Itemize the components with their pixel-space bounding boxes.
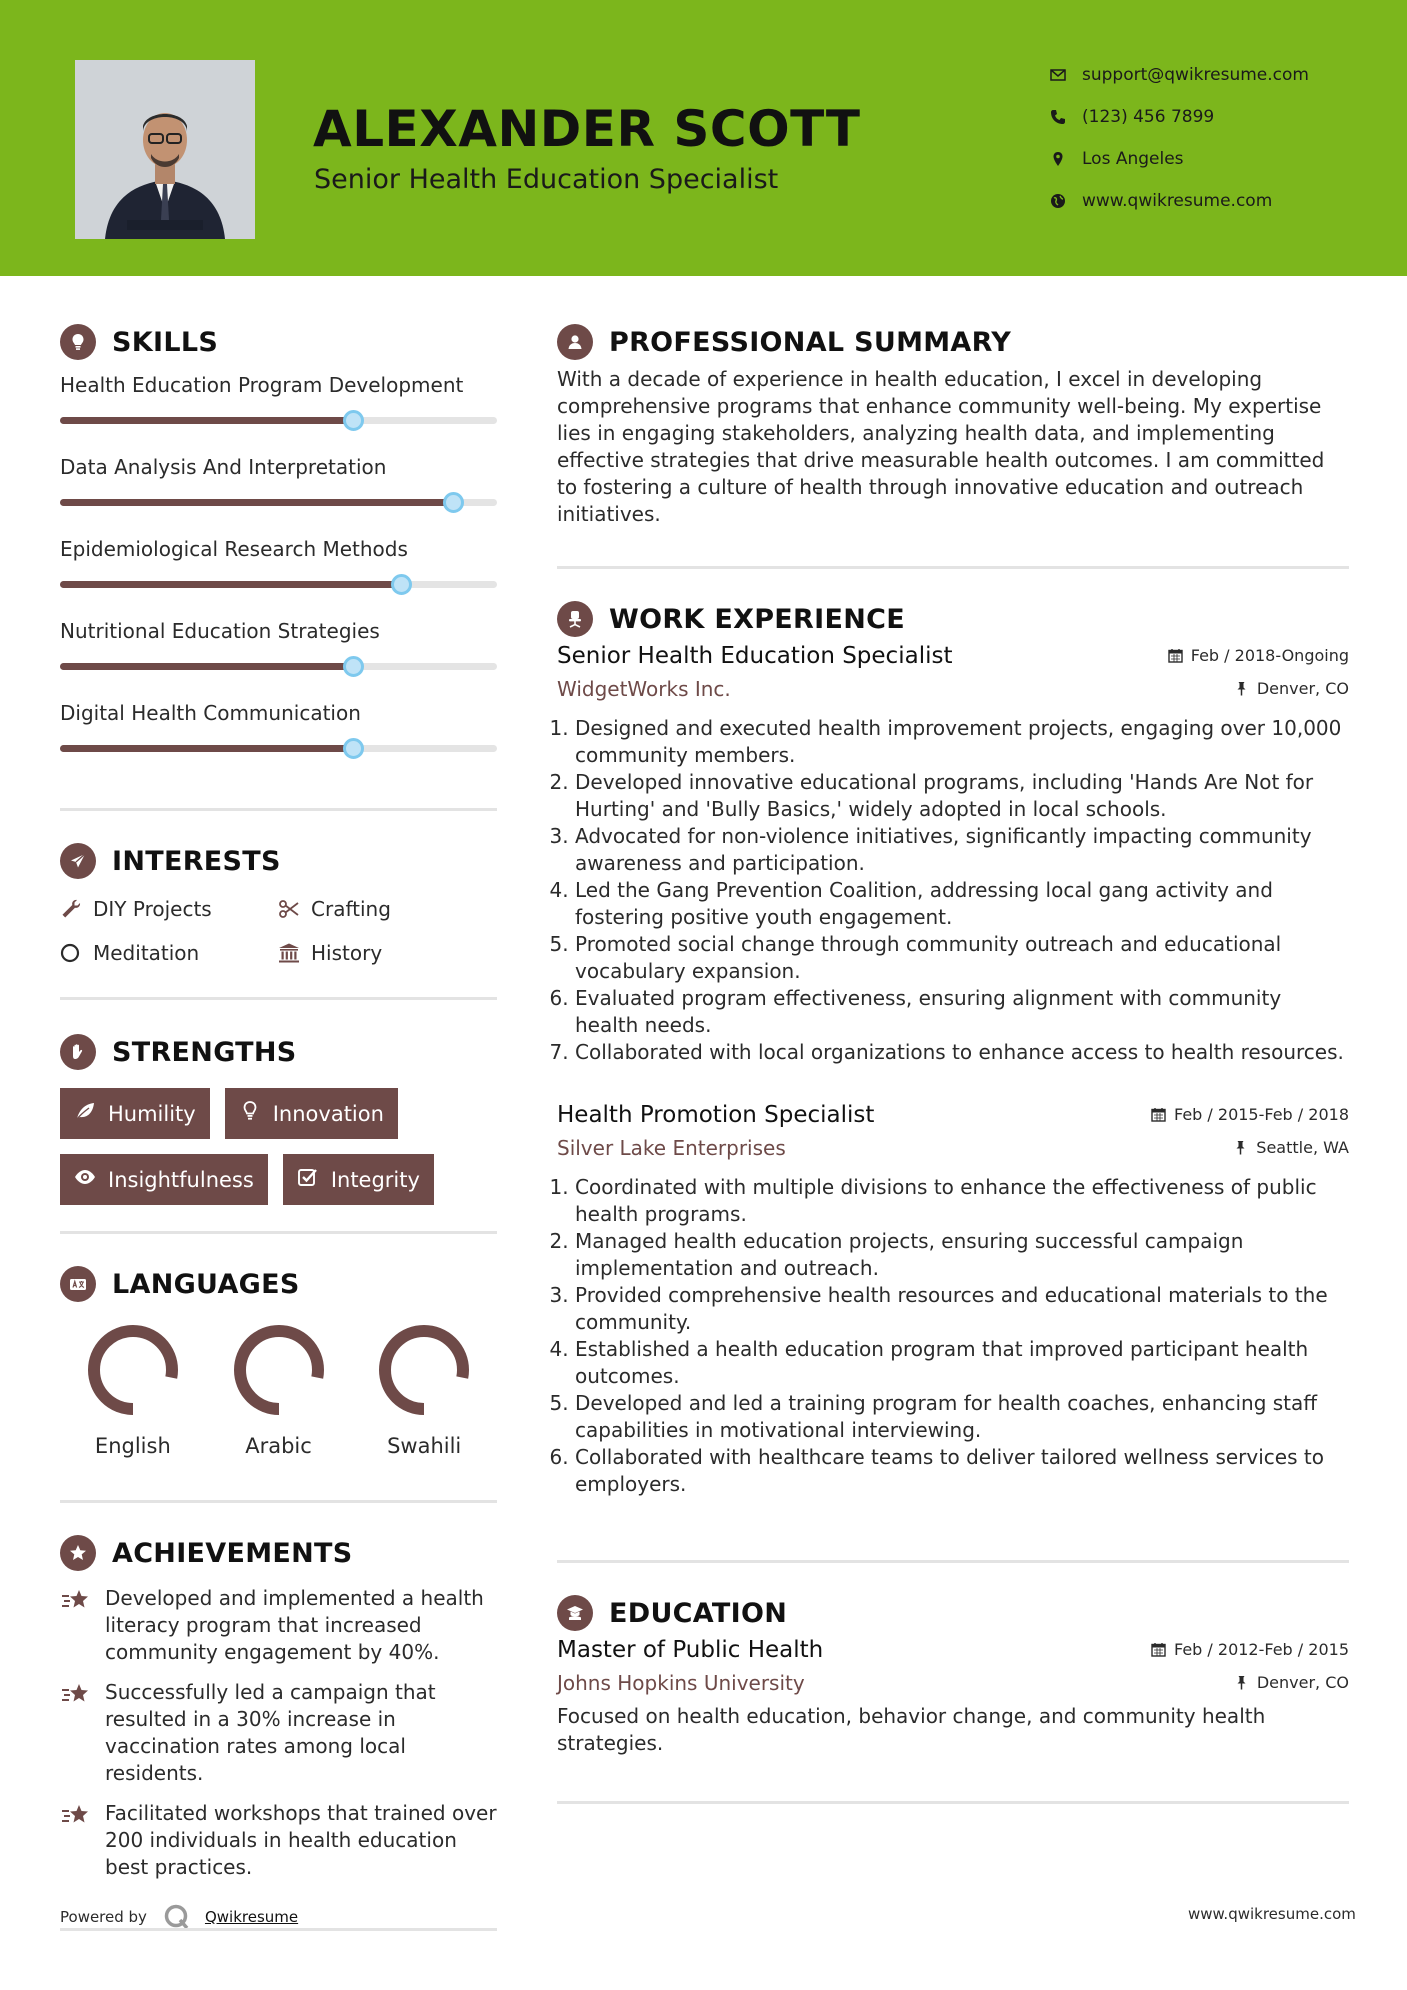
achievements-list — [60, 1585, 497, 1881]
calendar-icon — [1168, 648, 1183, 663]
contact-location-text: Los Angeles — [1082, 149, 1184, 169]
skill-knob — [343, 656, 364, 677]
interest-label: DIY Projects — [93, 897, 212, 921]
check-square-icon — [297, 1166, 331, 1193]
section-divider — [557, 566, 1349, 569]
shooting-star-icon — [60, 1585, 105, 1666]
interest-item — [60, 893, 278, 925]
interest-item — [278, 937, 496, 969]
scissors-icon — [278, 898, 311, 920]
language-item — [351, 1320, 497, 1458]
job-dates-text: Feb / 2015-Feb / 2018 — [1174, 1105, 1349, 1124]
languages-list — [60, 1320, 497, 1458]
job-bullet: 2. Developed innovative educational programs, including 'Hands Are Not for Hurting' and 'Bully Basics,' widely adopted in local schools. — [575, 769, 1349, 823]
interest-label: Meditation — [93, 941, 200, 965]
school: Johns Hopkins University — [557, 1671, 805, 1695]
education-location — [1234, 1673, 1349, 1692]
skill-item — [60, 698, 497, 774]
skill-name: Nutritional Education Strategies — [60, 619, 380, 643]
skill-item — [60, 370, 497, 446]
paper-plane-icon — [60, 843, 96, 879]
profile-photo — [75, 60, 255, 239]
job-bullet: 1. Designed and executed health improvement projects, engaging over 10,000 community members. — [575, 715, 1349, 769]
interests-heading — [60, 839, 497, 883]
qwikresume-link[interactable]: Qwikresume — [204, 1908, 299, 1926]
language-item — [206, 1320, 352, 1458]
job-location — [1234, 679, 1349, 698]
achievement-text: Developed and implemented a health literacy program that increased community engagement by 40%. — [105, 1586, 484, 1664]
contact-location — [1050, 138, 1380, 180]
job-entry — [557, 1102, 1349, 1498]
interest-item — [60, 937, 278, 969]
language-ring — [94, 1331, 172, 1409]
skill-item — [60, 534, 497, 610]
language-item — [60, 1320, 206, 1458]
job-title: Health Promotion Specialist — [557, 1102, 875, 1128]
achievement-item — [60, 1585, 497, 1666]
circle-icon — [60, 942, 93, 964]
strengths-title: STRENGTHS — [112, 1036, 297, 1068]
job-company: Silver Lake Enterprises — [557, 1136, 786, 1160]
languages-title: LANGUAGES — [112, 1268, 300, 1300]
language-name: English — [94, 1434, 171, 1458]
job-location-text: Denver, CO — [1256, 679, 1349, 698]
skill-item — [60, 616, 497, 692]
globe-icon — [1050, 193, 1082, 209]
experience-title: WORK EXPERIENCE — [609, 603, 905, 635]
strength-label: Innovation — [272, 1101, 384, 1126]
pushpin-icon — [1234, 1675, 1249, 1690]
contact-website[interactable] — [1050, 180, 1380, 222]
skill-knob — [443, 492, 464, 513]
job-bullet: 3. Provided comprehensive health resources and educational materials to the community. — [575, 1282, 1349, 1336]
achievements-title: ACHIEVEMENTS — [112, 1537, 353, 1569]
job-company: WidgetWorks Inc. — [557, 677, 731, 701]
footer-divider — [60, 1928, 497, 1931]
contact-list — [1050, 54, 1380, 222]
wrench-icon — [60, 898, 93, 920]
summary-text: With a decade of experience in health education, I excel in developing comprehensive programs that enhance community well-being. My expertise lies in engaging stakeholders, analyzing health data, and implementing effective strategies that drive measurable health outcomes. I am committed to fostering a culture of health through innovative education and outreach initiatives. — [557, 367, 1325, 526]
office-chair-icon — [557, 601, 593, 637]
contact-website-text: www.qwikresume.com — [1082, 191, 1273, 211]
envelope-icon — [1050, 67, 1082, 83]
lightbulb-icon — [60, 324, 96, 360]
candidate-title: Senior Health Education Specialist — [314, 164, 779, 195]
languages-heading — [60, 1262, 497, 1306]
leaf-icon — [74, 1100, 108, 1127]
contact-email[interactable] — [1050, 54, 1380, 96]
skill-bar — [60, 482, 497, 528]
powered-by-label: Powered by — [60, 1908, 147, 1926]
section-divider — [557, 1560, 1349, 1563]
education-heading — [557, 1591, 1349, 1635]
lightbulb-icon — [239, 1100, 273, 1127]
skill-bar — [60, 564, 497, 610]
education-entry — [557, 1637, 1349, 1757]
education-title: EDUCATION — [609, 1597, 788, 1629]
skill-item — [60, 452, 497, 528]
bank-icon — [278, 942, 311, 964]
education-dates — [1151, 1640, 1349, 1659]
strength-badge — [225, 1088, 398, 1139]
achievement-text: Successfully led a campaign that resulted in a 30% increase in vaccination rates among local residents. — [105, 1680, 436, 1785]
left-column — [60, 320, 497, 1881]
contact-email-text: support@qwikresume.com — [1082, 65, 1309, 85]
job-bullet: 6. Evaluated program effectiveness, ensuring alignment with community health needs. — [575, 985, 1349, 1039]
strength-badge — [60, 1154, 268, 1205]
job-bullet: 3. Advocated for non-violence initiatives, significantly impacting community awareness and participation. — [575, 823, 1349, 877]
experience-heading — [557, 597, 1349, 641]
job-bullets — [575, 1174, 1349, 1498]
strength-badge — [60, 1088, 210, 1139]
strength-label: Insightfulness — [108, 1167, 254, 1192]
job-dates-text: Feb / 2018-Ongoing — [1190, 646, 1349, 665]
skill-bar — [60, 728, 497, 774]
job-bullet: 6. Collaborated with healthcare teams to deliver tailored wellness services to employers. — [575, 1444, 1349, 1498]
job-dates — [1168, 646, 1349, 665]
achievements-heading — [60, 1531, 497, 1575]
shooting-star-icon — [60, 1679, 105, 1787]
skill-name: Digital Health Communication — [60, 701, 361, 725]
interests-title: INTERESTS — [112, 845, 281, 877]
job-bullet: 2. Managed health education projects, ensuring successful campaign implementation and outreach. — [575, 1228, 1349, 1282]
shooting-star-icon — [60, 1800, 105, 1881]
qwikresume-logo-icon — [163, 1903, 191, 1931]
language-name: Swahili — [387, 1434, 462, 1458]
skill-name: Data Analysis And Interpretation — [60, 455, 387, 479]
skill-bar — [60, 646, 497, 692]
education-text: Focused on health education, behavior change, and community health strategies. — [557, 1704, 1266, 1755]
skill-knob — [343, 410, 364, 431]
job-dates — [1151, 1105, 1349, 1124]
candidate-name: ALEXANDER SCOTT — [313, 100, 861, 158]
map-pin-icon — [1050, 151, 1082, 167]
skill-name: Epidemiological Research Methods — [60, 537, 408, 561]
graduate-icon — [557, 1595, 593, 1631]
job-title: Senior Health Education Specialist — [557, 643, 953, 669]
degree: Master of Public Health — [557, 1637, 824, 1663]
job-bullet: 1. Coordinated with multiple divisions to enhance the effectiveness of public health programs. — [575, 1174, 1349, 1228]
education-location-text: Denver, CO — [1256, 1673, 1349, 1692]
skills-list — [60, 370, 497, 774]
interest-item — [278, 893, 496, 925]
section-divider — [60, 1500, 497, 1503]
footer-site-link[interactable]: www.qwikresume.com — [1188, 1905, 1356, 1923]
hand-icon — [60, 1034, 96, 1070]
language-name: Arabic — [245, 1434, 312, 1458]
calendar-icon — [1151, 1642, 1166, 1657]
phone-icon — [1050, 109, 1082, 125]
user-icon — [557, 324, 593, 360]
header-banner — [0, 0, 1407, 276]
job-bullet: 5. Promoted social change through community outreach and educational vocabulary expansion. — [575, 931, 1349, 985]
achievement-item — [60, 1679, 497, 1787]
job-bullet: 7. Collaborated with local organizations to enhance access to health resources. — [575, 1039, 1349, 1066]
section-divider — [60, 997, 497, 1000]
job-entry — [557, 643, 1349, 1066]
language-ring — [240, 1331, 318, 1409]
section-divider — [60, 808, 497, 811]
strength-label: Humility — [108, 1101, 196, 1126]
skill-name: Health Education Program Development — [60, 373, 464, 397]
section-divider — [60, 1231, 497, 1234]
job-bullets — [575, 715, 1349, 1066]
strength-badge — [283, 1154, 434, 1205]
strength-label: Integrity — [330, 1167, 420, 1192]
job-location-text: Seattle, WA — [1256, 1138, 1349, 1157]
achievement-item — [60, 1800, 497, 1881]
job-location — [1233, 1138, 1349, 1157]
pushpin-icon — [1234, 681, 1249, 696]
right-column — [557, 320, 1349, 1804]
strengths-heading — [60, 1030, 497, 1074]
pushpin-icon — [1233, 1140, 1248, 1155]
contact-phone-text: (123) 456 7899 — [1082, 107, 1215, 127]
skill-knob — [391, 574, 412, 595]
job-bullet: 5. Developed and led a training program for health coaches, enhancing staff capabilities in motivational interviewing. — [575, 1390, 1349, 1444]
education-dates-text: Feb / 2012-Feb / 2015 — [1174, 1640, 1349, 1659]
calendar-icon — [1151, 1107, 1166, 1122]
skills-title: SKILLS — [112, 326, 219, 358]
skill-bar — [60, 400, 497, 446]
strengths-list — [60, 1088, 497, 1220]
star-badge-icon — [60, 1535, 96, 1571]
interests-list — [60, 893, 497, 969]
contact-phone[interactable] — [1050, 96, 1380, 138]
achievement-text: Facilitated workshops that trained over 200 individuals in health education best practices. — [105, 1801, 497, 1879]
eye-icon — [74, 1166, 108, 1193]
section-divider — [557, 1801, 1349, 1804]
summary-title: PROFESSIONAL SUMMARY — [609, 326, 1012, 358]
skills-heading — [60, 320, 497, 364]
job-bullet: 4. Led the Gang Prevention Coalition, addressing local gang activity and fostering positive youth engagement. — [575, 877, 1349, 931]
language-ring — [385, 1331, 463, 1409]
interest-label: History — [311, 941, 383, 965]
skill-knob — [343, 738, 364, 759]
language-icon — [60, 1266, 96, 1302]
interest-label: Crafting — [311, 897, 391, 921]
job-bullet: 4. Established a health education program that improved participant health outcomes. — [575, 1336, 1349, 1390]
summary-heading — [557, 320, 1349, 364]
footer-powered — [60, 1903, 298, 1931]
